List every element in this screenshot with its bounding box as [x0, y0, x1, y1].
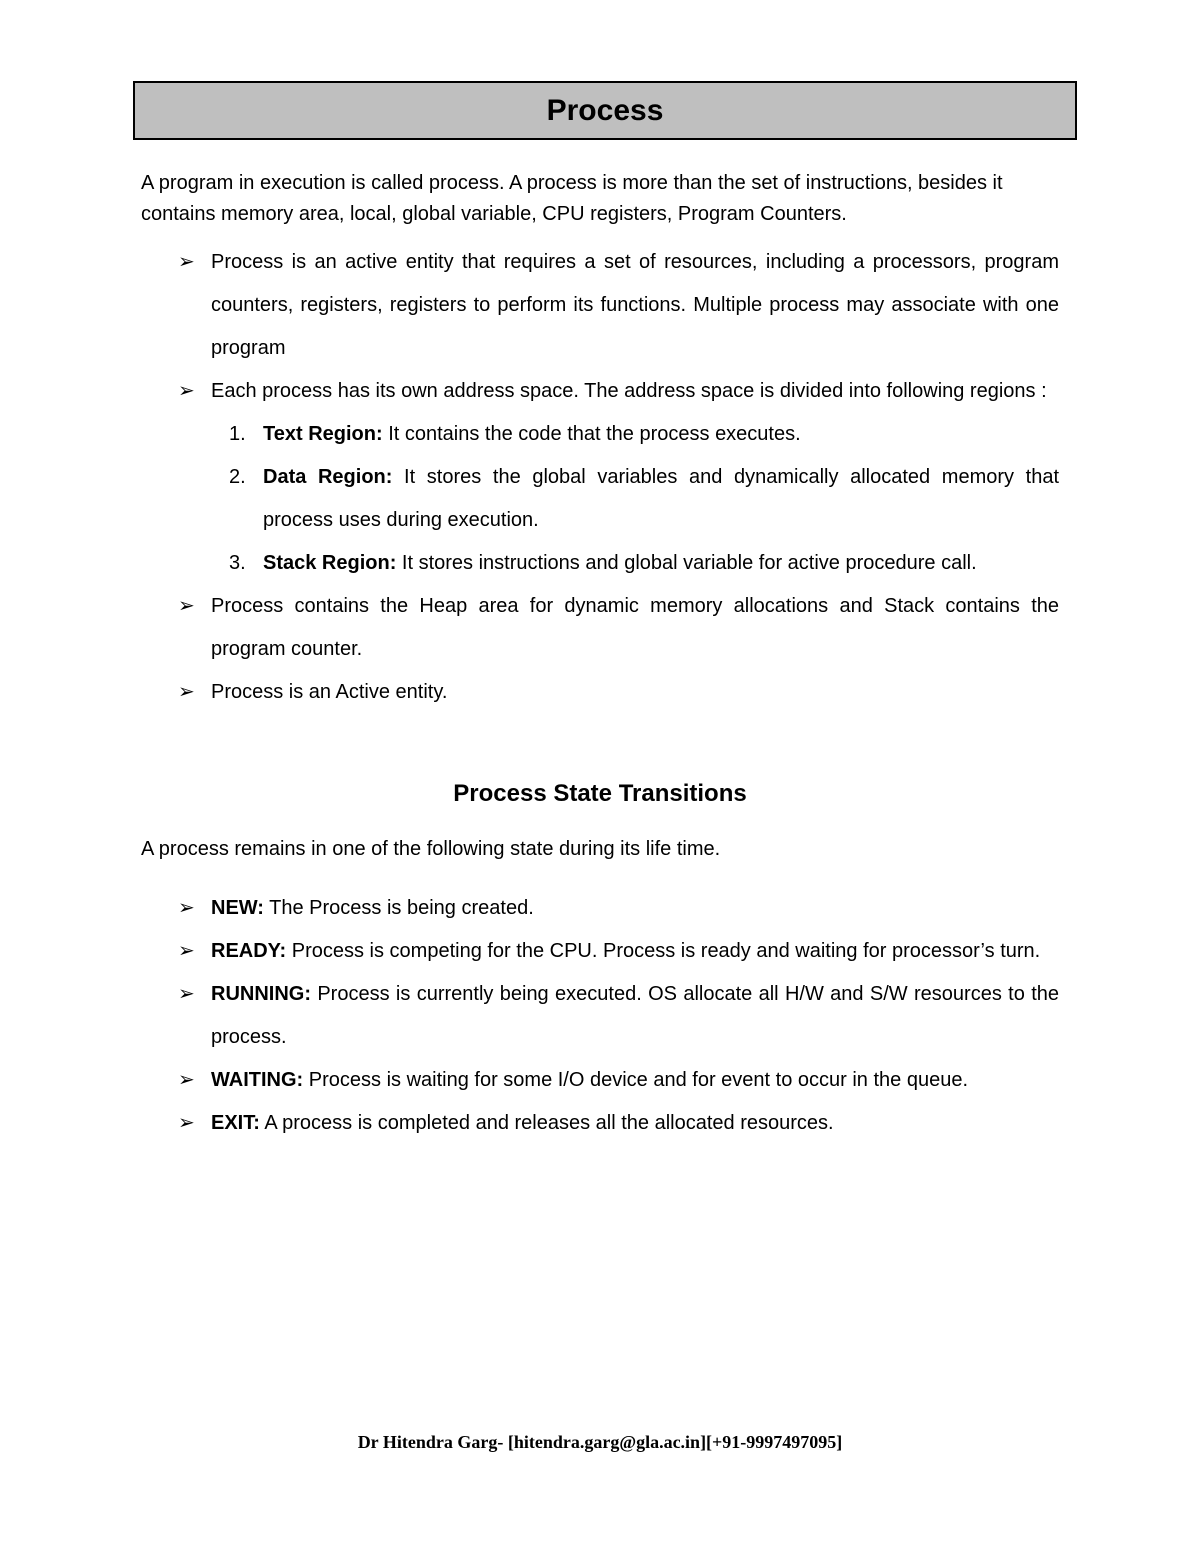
state-label: WAITING: — [211, 1069, 304, 1091]
state-label: EXIT: — [211, 1112, 260, 1134]
region-item — [229, 542, 1059, 585]
list-item — [178, 585, 1059, 671]
state-text: A process is completed and releases all the allocated resources. — [259, 1112, 834, 1134]
bullet-text: Each process has its own address space. The address space is divided into following regions : — [211, 380, 1047, 402]
arrow-bullet-icon: ➢ — [178, 897, 195, 919]
arrow-bullet-icon: ➢ — [178, 1112, 195, 1134]
list-item — [178, 1059, 1059, 1102]
arrow-bullet-icon: ➢ — [178, 1069, 195, 1091]
footer-author: Dr Hitendra Garg- [hitendra.garg@gla.ac.in][+91-9997497095] — [357, 1432, 843, 1452]
arrow-bullet-icon: ➢ — [178, 251, 195, 273]
list-item — [178, 973, 1059, 1059]
bullet-text: Process is an Active entity. — [211, 681, 448, 703]
arrow-bullet-icon: ➢ — [178, 380, 195, 402]
state-text: The Process is being created. — [263, 897, 534, 919]
bullet-text: Process is an active entity that requires a set of resources, including a processors, program counters, registers, registers to perform its functions. Multiple process may associate with one program — [211, 251, 1059, 359]
list-item — [178, 671, 1059, 714]
state-label: RUNNING: — [211, 983, 311, 1005]
state-bullet-list — [178, 887, 1059, 1145]
region-item — [229, 456, 1059, 542]
arrow-bullet-icon: ➢ — [178, 940, 195, 962]
list-item — [178, 887, 1059, 930]
arrow-bullet-icon: ➢ — [178, 681, 195, 703]
region-text: It contains the code that the process executes. — [382, 423, 801, 445]
state-label: NEW: — [211, 897, 264, 919]
bullet-text: Process contains the Heap area for dynamic memory allocations and Stack contains the program counter. — [211, 595, 1059, 660]
list-item — [178, 1102, 1059, 1145]
state-text: Process is waiting for some I/O device and for event to occur in the queue. — [303, 1069, 969, 1091]
region-text: It stores instructions and global variable for active procedure call. — [396, 552, 977, 574]
state-label: READY: — [211, 940, 287, 962]
page-title: Process — [133, 81, 1077, 140]
intro-paragraph: A program in execution is called process. A process is more than the set of instructions, besides it contains memory area, local, global variable, CPU registers, Program Counters. — [141, 172, 1003, 225]
list-item — [178, 241, 1059, 370]
arrow-bullet-icon: ➢ — [178, 595, 195, 617]
region-item — [229, 413, 1059, 456]
arrow-bullet-icon: ➢ — [178, 983, 195, 1005]
section-intro: A process remains in one of the following state during its life time. — [141, 838, 721, 860]
region-list — [211, 413, 1059, 585]
region-number: 2. — [229, 466, 246, 488]
process-bullet-list — [178, 241, 1059, 714]
region-label: Text Region: — [263, 423, 383, 445]
region-number: 1. — [229, 423, 246, 445]
region-label: Data Region: — [263, 466, 393, 488]
region-label: Stack Region: — [263, 552, 397, 574]
state-text: Process is competing for the CPU. Process is ready and waiting for processor’s turn. — [286, 940, 1041, 962]
list-item — [178, 930, 1059, 973]
state-text: Process is currently being executed. OS allocate all H/W and S/W resources to the process. — [211, 983, 1059, 1048]
region-number: 3. — [229, 552, 246, 574]
list-item — [178, 370, 1059, 585]
region-text: It stores the global variables and dynamically allocated memory that process uses during execution. — [263, 466, 1060, 531]
section-title: Process State Transitions — [453, 780, 747, 807]
